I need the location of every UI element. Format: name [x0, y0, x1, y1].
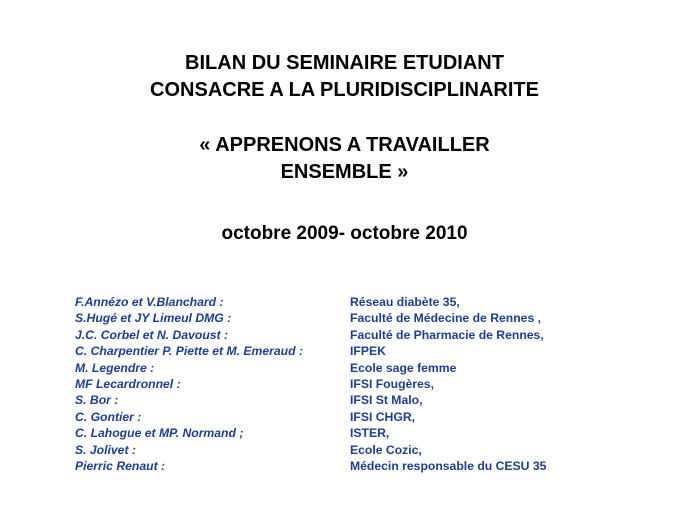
subtitle-line-1: « APPRENONS A TRAVAILLER	[199, 134, 490, 156]
participant-row	[75, 458, 635, 474]
participant-name: C. Charpentier P. Piette et M. Emeraud :	[75, 344, 304, 359]
participant-row	[75, 310, 635, 326]
participant-organization: ISTER,	[350, 426, 390, 441]
slide-subtitle	[0, 132, 689, 186]
participant-organization: Faculté de Médecine de Rennes ,	[350, 311, 541, 326]
participants-list	[75, 294, 635, 474]
participant-row	[75, 376, 635, 392]
participant-name: F.Annézo et V.Blanchard :	[75, 295, 224, 309]
participant-name: C. Lahogue et MP. Normand ;	[75, 426, 244, 441]
title-line-1: BILAN DU SEMINAIRE ETUDIANT	[185, 52, 504, 74]
participant-organization: IFSI Fougères,	[350, 377, 434, 392]
participant-row	[75, 327, 635, 343]
participant-organization: IFSI CHGR,	[350, 409, 416, 424]
participant-name: Pierric Renaut :	[75, 459, 166, 474]
participant-row	[75, 425, 635, 441]
slide-title	[0, 50, 689, 104]
participant-row	[75, 343, 635, 359]
participant-name: MF Lecardronnel :	[75, 377, 181, 392]
participant-organization: IFPEK	[350, 344, 386, 359]
participant-organization: Ecole Cozic,	[350, 442, 422, 457]
participant-organization: Faculté de Pharmacie de Rennes,	[350, 327, 544, 342]
title-line-2: CONSACRE A LA PLURIDISCIPLINARITE	[150, 79, 539, 101]
participant-organization: Médecin responsable du CESU 35	[350, 459, 547, 474]
date-range: octobre 2009- octobre 2010	[221, 223, 468, 244]
participant-name: M. Legendre :	[75, 360, 155, 375]
participant-name: S. Jolivet :	[75, 442, 136, 457]
participant-organization: Ecole sage femme	[350, 360, 457, 375]
subtitle-line-2: ENSEMBLE »	[280, 161, 409, 183]
participant-row	[75, 409, 635, 425]
participant-organization: IFSI St Malo,	[350, 393, 423, 408]
participant-row	[75, 294, 635, 310]
participant-row	[75, 442, 635, 458]
participant-name: C. Gontier :	[75, 409, 142, 424]
participant-organization: Réseau diabète 35,	[350, 295, 460, 309]
participant-name: S. Bor :	[75, 393, 119, 408]
participant-row	[75, 360, 635, 376]
participant-row	[75, 392, 635, 408]
participant-name: J.C. Corbel et N. Davoust :	[75, 327, 229, 342]
participant-name: S.Hugé et JY Limeul DMG :	[75, 311, 232, 326]
